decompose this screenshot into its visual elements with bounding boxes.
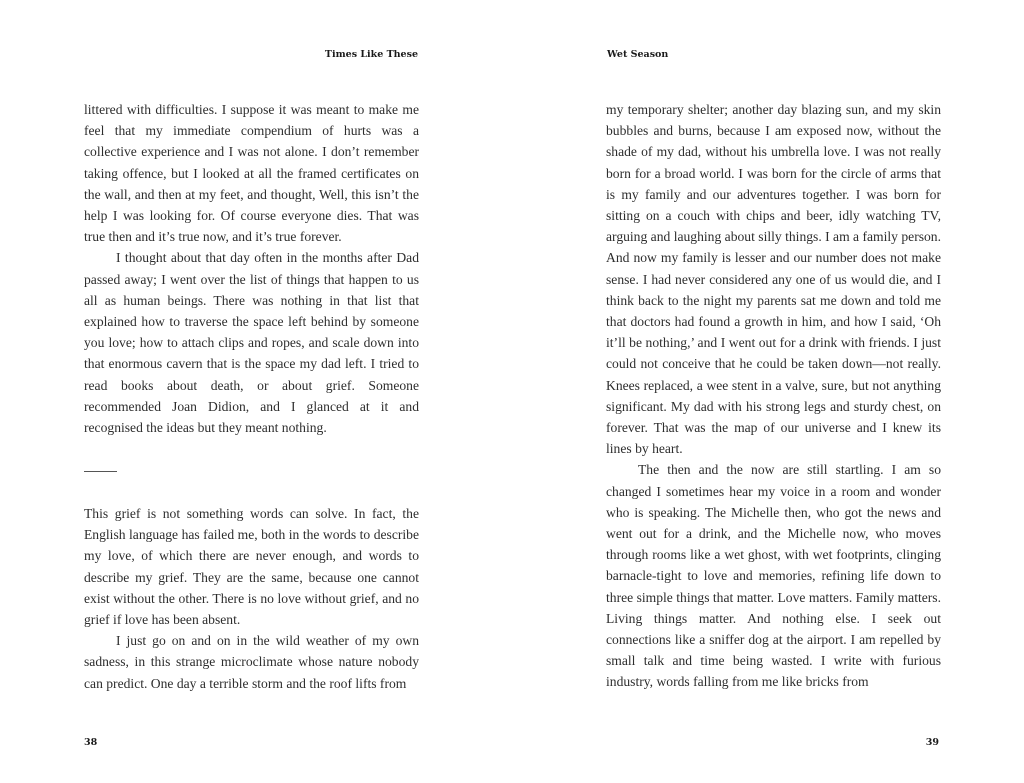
running-head-left: Times Like These	[324, 49, 418, 60]
paragraph: This grief is not something words can solve. In fact, the English language has failed me, both in the words to describe my love, of which there are never enough, and words to describe my grief. They are the same, because one cannot exist without the other. There is no love without grief, and no grief if love has been absent.	[84, 506, 419, 628]
right-text-block	[606, 99, 941, 693]
right-page	[512, 0, 1024, 783]
page-number-right: 39	[925, 737, 939, 748]
paragraph: The then and the now are still startling. I am so changed I sometimes hear my voice in a room and wonder who is speaking. The Michelle then, who got the news and went out for a drink, and the Michelle now, who moves through rooms like a wet ghost, with wet footprints, clinging barnacle-tight to love and memories, refining life down to three simple things that matter. Love matters. Family matters. Living things matter. And nothing else. I seek out connections like a sniffer dog at the airport. I am repelled by small talk and time being wasted. I write with furious industry, words falling from me like bricks from	[606, 462, 941, 690]
section-break-rule	[84, 471, 117, 472]
paragraph: I thought about that day often in the months after Dad passed away; I went over the list of things that happen to us all as human beings. There was nothing in that list that explained how to traverse the space left behind by someone you love; how to attach clips and ropes, and scale down into that enormous cavern that is the space my dad left. I tried to read books about death, or about grief. Someone recommended Joan Didion, and I glanced at it and recognised the ideas but they meant nothing.	[84, 250, 419, 436]
page-number-left: 38	[84, 737, 98, 748]
left-text-block-top	[84, 99, 419, 438]
left-text-block-bottom	[84, 503, 419, 694]
paragraph: I just go on and on in the wild weather of my own sadness, in this strange microclimate whose nature nobody can predict. One day a terrible storm and the roof lifts from	[84, 633, 419, 691]
running-head-right: Wet Season	[607, 49, 669, 60]
paragraph: littered with difficulties. I suppose it was meant to make me feel that my immediate compendium of hurts was a collective experience and I was not alone. I don’t remember taking offence, but I looked at all the framed certificates on the wall, and then at my feet, and thought, Well, this isn’t the help I was looking for. Of course everyone dies. That was true then and it’s true now, and it’s true forever.	[84, 102, 419, 245]
paragraph: my temporary shelter; another day blazing sun, and my skin bubbles and burns, because I am exposed now, without the shade of my dad, without his umbrella love. I was not really born for a broad world. I was born for the circle of arms that is my family and our adventures together. I was born for sitting on a couch with chips and beer, idly watching TV, arguing and laughing about silly things. I am a family person. And now my family is lesser and our number does not make sense. I had never considered any one of us would die, and I think back to the night my parents sat me down and told me that doctors had found a growth in him, and how I said, ‘Oh it’ll be nothing,’ and I went out for a drink with friends. I just could not conceive that he could be taken down—not really. Knees replaced, a wee stent in a valve, sure, but not anything significant. My dad with his strong legs and sturdy chest, on forever. That was the map of our universe and I knew its lines by heart.	[606, 102, 942, 457]
